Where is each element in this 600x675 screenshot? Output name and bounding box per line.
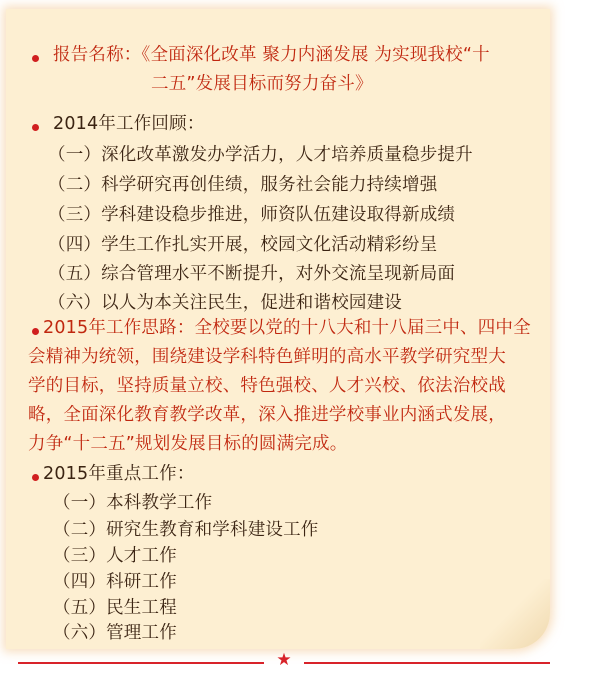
star-icon: ★ (276, 650, 292, 670)
review-item: （六）以人为本关注民生，促进和谐校园建设 (48, 293, 402, 313)
bullet-dot (32, 55, 39, 62)
key-work-item: （六）管理工作 (53, 623, 177, 643)
footer-divider-right (304, 662, 550, 664)
bullet-dot (32, 474, 39, 481)
bullet-dot (32, 124, 39, 131)
ideas-line: 2015年工作思路：全校要以党的十八大和十八届三中、四中全 (43, 318, 531, 338)
key-work-heading: 2015年重点工作： (43, 464, 195, 484)
ideas-line: 学的目标，坚持质量立校、特色强校、人才兴校、依法治校战 (28, 376, 506, 396)
review-item: （五）综合管理水平不断提升，对外交流呈现新局面 (48, 264, 456, 284)
key-work-item: （三）人才工作 (53, 546, 177, 566)
report-title-line-2: 二五”发展目标而努力奋斗》 (151, 74, 373, 94)
key-work-item: （一）本科教学工作 (53, 493, 213, 513)
review-item: （一）深化改革激发办学活力，人才培养质量稳步提升 (48, 145, 473, 165)
review-item: （二）科学研究再创佳绩，服务社会能力持续增强 (48, 175, 438, 195)
ideas-line: 略，全面深化教育教学改革，深入推进学校事业内涵式发展， (28, 405, 506, 425)
key-work-item: （五）民生工程 (53, 598, 177, 618)
report-title-line-1: 报告名称：《全面深化改革 聚力内涵发展 为实现我校“十 (53, 45, 490, 65)
key-work-item: （四）科研工作 (53, 572, 177, 592)
bullet-dot (32, 328, 39, 335)
review-item: （三）学科建设稳步推进，师资队伍建设取得新成绩 (48, 205, 456, 225)
ideas-line: 会精神为统领，围绕建设学科特色鲜明的高水平教学研究型大 (28, 347, 506, 367)
key-work-item: （二）研究生教育和学科建设工作 (53, 520, 319, 540)
footer-divider-left (18, 662, 264, 664)
review-item: （四）学生工作扎实开展，校园文化活动精彩纷呈 (48, 235, 438, 255)
content-panel (6, 9, 550, 649)
review-heading: 2014年工作回顾： (53, 114, 205, 134)
ideas-line: 力争“十二五”规划发展目标的圆满完成。 (28, 434, 348, 454)
